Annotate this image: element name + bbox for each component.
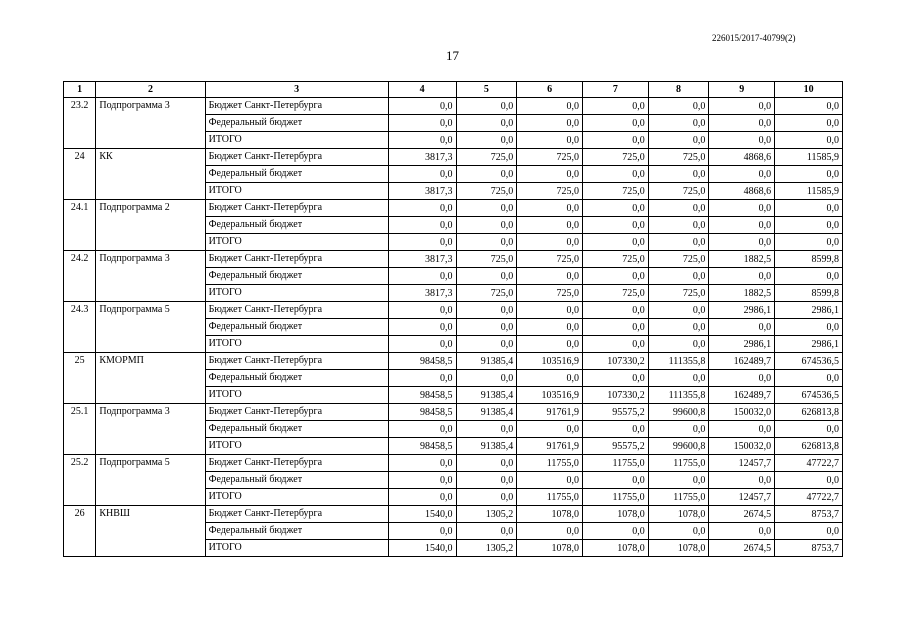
amount-cell: 0,0 [648,98,709,115]
table-row [64,506,843,523]
funding-source: ИТОГО [205,132,388,149]
amount-cell: 0,0 [775,472,843,489]
amount-cell: 0,0 [582,370,648,387]
amount-cell: 4868,6 [709,183,775,200]
amount-cell: 2986,1 [709,336,775,353]
amount-cell: 0,0 [388,302,456,319]
funding-source: Бюджет Санкт-Петербурга [205,251,388,268]
amount-cell: 0,0 [456,132,517,149]
funding-source: ИТОГО [205,285,388,302]
amount-cell: 103516,9 [517,387,583,404]
amount-cell: 11585,9 [775,183,843,200]
amount-cell: 1305,2 [456,540,517,557]
amount-cell: 725,0 [517,149,583,166]
amount-cell: 0,0 [709,370,775,387]
amount-cell: 12457,7 [709,455,775,472]
header-row [64,82,843,98]
amount-cell: 1078,0 [648,506,709,523]
amount-cell: 725,0 [517,285,583,302]
amount-cell: 0,0 [582,421,648,438]
amount-cell: 1540,0 [388,506,456,523]
amount-cell: 0,0 [456,319,517,336]
table-row [64,200,843,217]
amount-cell: 0,0 [648,115,709,132]
amount-cell: 0,0 [709,217,775,234]
amount-cell: 0,0 [517,98,583,115]
amount-cell: 0,0 [517,234,583,251]
amount-cell: 1882,5 [709,251,775,268]
amount-cell: 0,0 [582,336,648,353]
amount-cell: 111355,8 [648,387,709,404]
amount-cell: 2674,5 [709,506,775,523]
amount-cell: 2986,1 [775,302,843,319]
column-header: 3 [205,82,388,98]
amount-cell: 2674,5 [709,540,775,557]
amount-cell: 725,0 [456,285,517,302]
amount-cell: 0,0 [775,370,843,387]
row-number: 24.1 [64,200,96,251]
amount-cell: 0,0 [517,302,583,319]
amount-cell: 0,0 [648,370,709,387]
row-number: 24 [64,149,96,200]
amount-cell: 725,0 [648,285,709,302]
amount-cell: 0,0 [582,523,648,540]
amount-cell: 47722,7 [775,489,843,506]
amount-cell: 0,0 [388,234,456,251]
amount-cell: 725,0 [582,285,648,302]
table-row [64,455,843,472]
amount-cell: 0,0 [517,336,583,353]
amount-cell: 0,0 [775,319,843,336]
amount-cell: 0,0 [709,421,775,438]
funding-source: Бюджет Санкт-Петербурга [205,149,388,166]
amount-cell: 8599,8 [775,285,843,302]
amount-cell: 725,0 [517,183,583,200]
amount-cell: 0,0 [456,523,517,540]
amount-cell: 11755,0 [517,489,583,506]
amount-cell: 0,0 [388,370,456,387]
amount-cell: 0,0 [456,336,517,353]
amount-cell: 0,0 [388,115,456,132]
amount-cell: 11755,0 [582,489,648,506]
funding-source: Бюджет Санкт-Петербурга [205,506,388,523]
amount-cell: 0,0 [709,523,775,540]
amount-cell: 0,0 [709,234,775,251]
amount-cell: 725,0 [648,149,709,166]
amount-cell: 0,0 [517,217,583,234]
amount-cell: 91385,4 [456,438,517,455]
program-name: КМОРМП [96,353,205,404]
amount-cell: 0,0 [648,268,709,285]
amount-cell: 0,0 [388,200,456,217]
amount-cell: 0,0 [517,268,583,285]
table-row [64,98,843,115]
amount-cell: 0,0 [517,370,583,387]
funding-source: Федеральный бюджет [205,319,388,336]
amount-cell: 0,0 [456,217,517,234]
program-name: Подпрограмма 5 [96,302,205,353]
amount-cell: 0,0 [709,472,775,489]
amount-cell: 0,0 [648,234,709,251]
amount-cell: 0,0 [582,166,648,183]
funding-source: Федеральный бюджет [205,523,388,540]
funding-source: Бюджет Санкт-Петербурга [205,302,388,319]
amount-cell: 0,0 [517,523,583,540]
amount-cell: 3817,3 [388,149,456,166]
amount-cell: 2986,1 [775,336,843,353]
amount-cell: 674536,5 [775,387,843,404]
column-header: 6 [517,82,583,98]
amount-cell: 0,0 [517,132,583,149]
amount-cell: 0,0 [388,217,456,234]
amount-cell: 1078,0 [582,506,648,523]
amount-cell: 0,0 [517,421,583,438]
amount-cell: 1078,0 [648,540,709,557]
funding-source: ИТОГО [205,540,388,557]
amount-cell: 98458,5 [388,353,456,370]
amount-cell: 0,0 [456,455,517,472]
amount-cell: 725,0 [456,149,517,166]
program-name: КНВШ [96,506,205,557]
funding-source: Федеральный бюджет [205,472,388,489]
amount-cell: 107330,2 [582,353,648,370]
amount-cell: 725,0 [456,251,517,268]
amount-cell: 626813,8 [775,404,843,421]
amount-cell: 1078,0 [517,506,583,523]
amount-cell: 0,0 [517,319,583,336]
funding-source: Федеральный бюджет [205,166,388,183]
row-number: 24.3 [64,302,96,353]
amount-cell: 91761,9 [517,404,583,421]
page-number: 17 [446,48,459,63]
amount-cell: 0,0 [517,472,583,489]
funding-source: ИТОГО [205,489,388,506]
funding-source: Федеральный бюджет [205,370,388,387]
amount-cell: 3817,3 [388,285,456,302]
amount-cell: 725,0 [456,183,517,200]
amount-cell: 0,0 [388,319,456,336]
amount-cell: 0,0 [775,523,843,540]
amount-cell: 725,0 [582,251,648,268]
amount-cell: 0,0 [388,268,456,285]
amount-cell: 0,0 [648,523,709,540]
amount-cell: 0,0 [775,217,843,234]
amount-cell: 0,0 [388,98,456,115]
amount-cell: 0,0 [582,319,648,336]
amount-cell: 725,0 [582,183,648,200]
program-name: Подпрограмма 2 [96,200,205,251]
amount-cell: 150032,0 [709,404,775,421]
amount-cell: 0,0 [709,132,775,149]
table-row [64,404,843,421]
amount-cell: 0,0 [456,302,517,319]
amount-cell: 0,0 [648,302,709,319]
amount-cell: 3817,3 [388,251,456,268]
amount-cell: 0,0 [456,370,517,387]
funding-source: ИТОГО [205,336,388,353]
amount-cell: 8599,8 [775,251,843,268]
amount-cell: 11755,0 [582,455,648,472]
amount-cell: 91385,4 [456,353,517,370]
amount-cell: 0,0 [709,115,775,132]
amount-cell: 0,0 [709,268,775,285]
amount-cell: 0,0 [648,166,709,183]
amount-cell: 0,0 [456,421,517,438]
column-header: 1 [64,82,96,98]
column-header: 8 [648,82,709,98]
column-header: 10 [775,82,843,98]
funding-source: Бюджет Санкт-Петербурга [205,353,388,370]
row-number: 23.2 [64,98,96,149]
amount-cell: 674536,5 [775,353,843,370]
funding-source: Федеральный бюджет [205,115,388,132]
amount-cell: 0,0 [517,166,583,183]
amount-cell: 0,0 [648,319,709,336]
amount-cell: 0,0 [517,115,583,132]
funding-source: ИТОГО [205,387,388,404]
amount-cell: 0,0 [456,98,517,115]
amount-cell: 99600,8 [648,438,709,455]
amount-cell: 0,0 [648,336,709,353]
amount-cell: 107330,2 [582,387,648,404]
amount-cell: 3817,3 [388,183,456,200]
amount-cell: 98458,5 [388,404,456,421]
row-number: 24.2 [64,251,96,302]
amount-cell: 11755,0 [648,455,709,472]
amount-cell: 0,0 [388,523,456,540]
amount-cell: 0,0 [709,200,775,217]
column-header: 9 [709,82,775,98]
funding-source: ИТОГО [205,438,388,455]
amount-cell: 0,0 [775,166,843,183]
amount-cell: 1540,0 [388,540,456,557]
amount-cell: 0,0 [456,166,517,183]
document-id: 226015/2017-40799(2) [712,33,796,43]
amount-cell: 0,0 [775,200,843,217]
amount-cell: 2986,1 [709,302,775,319]
amount-cell: 95575,2 [582,404,648,421]
amount-cell: 626813,8 [775,438,843,455]
amount-cell: 8753,7 [775,540,843,557]
amount-cell: 91761,9 [517,438,583,455]
amount-cell: 0,0 [775,268,843,285]
amount-cell: 0,0 [582,200,648,217]
amount-cell: 725,0 [517,251,583,268]
amount-cell: 0,0 [582,98,648,115]
amount-cell: 1305,2 [456,506,517,523]
amount-cell: 1078,0 [517,540,583,557]
program-name: Подпрограмма 3 [96,98,205,149]
amount-cell: 91385,4 [456,404,517,421]
amount-cell: 91385,4 [456,387,517,404]
amount-cell: 0,0 [648,200,709,217]
program-name: Подпрограмма 3 [96,404,205,455]
amount-cell: 103516,9 [517,353,583,370]
amount-cell: 0,0 [648,132,709,149]
row-number: 26 [64,506,96,557]
column-header: 2 [96,82,205,98]
row-number: 25.1 [64,404,96,455]
funding-source: Бюджет Санкт-Петербурга [205,455,388,472]
amount-cell: 725,0 [648,251,709,268]
funding-source: Федеральный бюджет [205,421,388,438]
amount-cell: 150032,0 [709,438,775,455]
row-number: 25 [64,353,96,404]
amount-cell: 1882,5 [709,285,775,302]
amount-cell: 0,0 [388,336,456,353]
amount-cell: 11585,9 [775,149,843,166]
amount-cell: 0,0 [456,472,517,489]
funding-source: Федеральный бюджет [205,217,388,234]
amount-cell: 0,0 [582,302,648,319]
amount-cell: 725,0 [582,149,648,166]
amount-cell: 0,0 [582,115,648,132]
amount-cell: 0,0 [388,421,456,438]
amount-cell: 0,0 [582,132,648,149]
amount-cell: 11755,0 [517,455,583,472]
program-name: Подпрограмма 5 [96,455,205,506]
amount-cell: 0,0 [388,132,456,149]
amount-cell: 8753,7 [775,506,843,523]
amount-cell: 0,0 [456,200,517,217]
amount-cell: 0,0 [582,268,648,285]
funding-source: Бюджет Санкт-Петербурга [205,404,388,421]
column-header: 5 [456,82,517,98]
amount-cell: 0,0 [388,489,456,506]
budget-table [63,81,843,557]
table-row [64,353,843,370]
amount-cell: 0,0 [456,268,517,285]
amount-cell: 98458,5 [388,438,456,455]
funding-source: ИТОГО [205,234,388,251]
amount-cell: 12457,7 [709,489,775,506]
amount-cell: 0,0 [648,217,709,234]
amount-cell: 0,0 [582,234,648,251]
amount-cell: 0,0 [709,166,775,183]
amount-cell: 99600,8 [648,404,709,421]
funding-source: Федеральный бюджет [205,268,388,285]
amount-cell: 4868,6 [709,149,775,166]
amount-cell: 0,0 [648,421,709,438]
amount-cell: 0,0 [775,234,843,251]
amount-cell: 95575,2 [582,438,648,455]
amount-cell: 162489,7 [709,387,775,404]
amount-cell: 111355,8 [648,353,709,370]
program-name: КК [96,149,205,200]
program-name: Подпрограмма 3 [96,251,205,302]
amount-cell: 11755,0 [648,489,709,506]
amount-cell: 0,0 [775,421,843,438]
amount-cell: 0,0 [582,217,648,234]
amount-cell: 725,0 [648,183,709,200]
column-header: 7 [582,82,648,98]
amount-cell: 0,0 [388,472,456,489]
amount-cell: 0,0 [775,132,843,149]
funding-source: Бюджет Санкт-Петербурга [205,98,388,115]
column-header: 4 [388,82,456,98]
amount-cell: 0,0 [517,200,583,217]
table-row [64,251,843,268]
amount-cell: 0,0 [775,115,843,132]
amount-cell: 98458,5 [388,387,456,404]
row-number: 25.2 [64,455,96,506]
amount-cell: 47722,7 [775,455,843,472]
amount-cell: 162489,7 [709,353,775,370]
table-row [64,149,843,166]
amount-cell: 0,0 [648,472,709,489]
amount-cell: 0,0 [456,115,517,132]
amount-cell: 0,0 [582,472,648,489]
amount-cell: 0,0 [775,98,843,115]
amount-cell: 0,0 [709,98,775,115]
amount-cell: 0,0 [388,455,456,472]
amount-cell: 0,0 [709,319,775,336]
funding-source: ИТОГО [205,183,388,200]
amount-cell: 0,0 [388,166,456,183]
amount-cell: 0,0 [456,234,517,251]
amount-cell: 0,0 [456,489,517,506]
amount-cell: 1078,0 [582,540,648,557]
table-row [64,302,843,319]
funding-source: Бюджет Санкт-Петербурга [205,200,388,217]
